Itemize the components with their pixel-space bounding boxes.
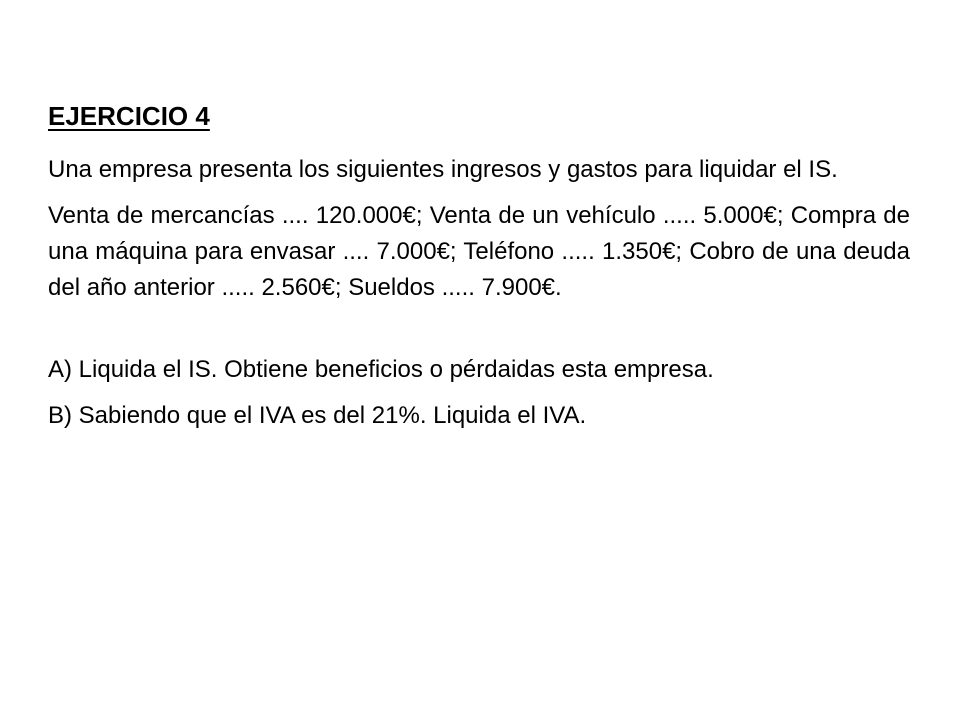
intro-paragraph: Una empresa presenta los siguientes ingresos y gastos para liquidar el IS. <box>48 156 838 183</box>
slide-content <box>48 98 910 434</box>
question-b: B) Sabiendo que el IVA es del 21%. Liquida el IVA. <box>48 402 587 429</box>
items-paragraph: Venta de mercancías .... 120.000€; Venta de un vehículo ..... 5.000€; Compra de una máquina para envasar .... 7.000€; Teléfono ..... 1.350€; Cobro de una deuda del año anterior ..... 2.560€; Sueldos ..... 7.900€. <box>48 202 910 301</box>
exercise-title: EJERCICIO 4 <box>48 101 210 131</box>
question-a: A) Liquida el IS. Obtiene beneficios o pérdaidas esta empresa. <box>48 356 714 383</box>
